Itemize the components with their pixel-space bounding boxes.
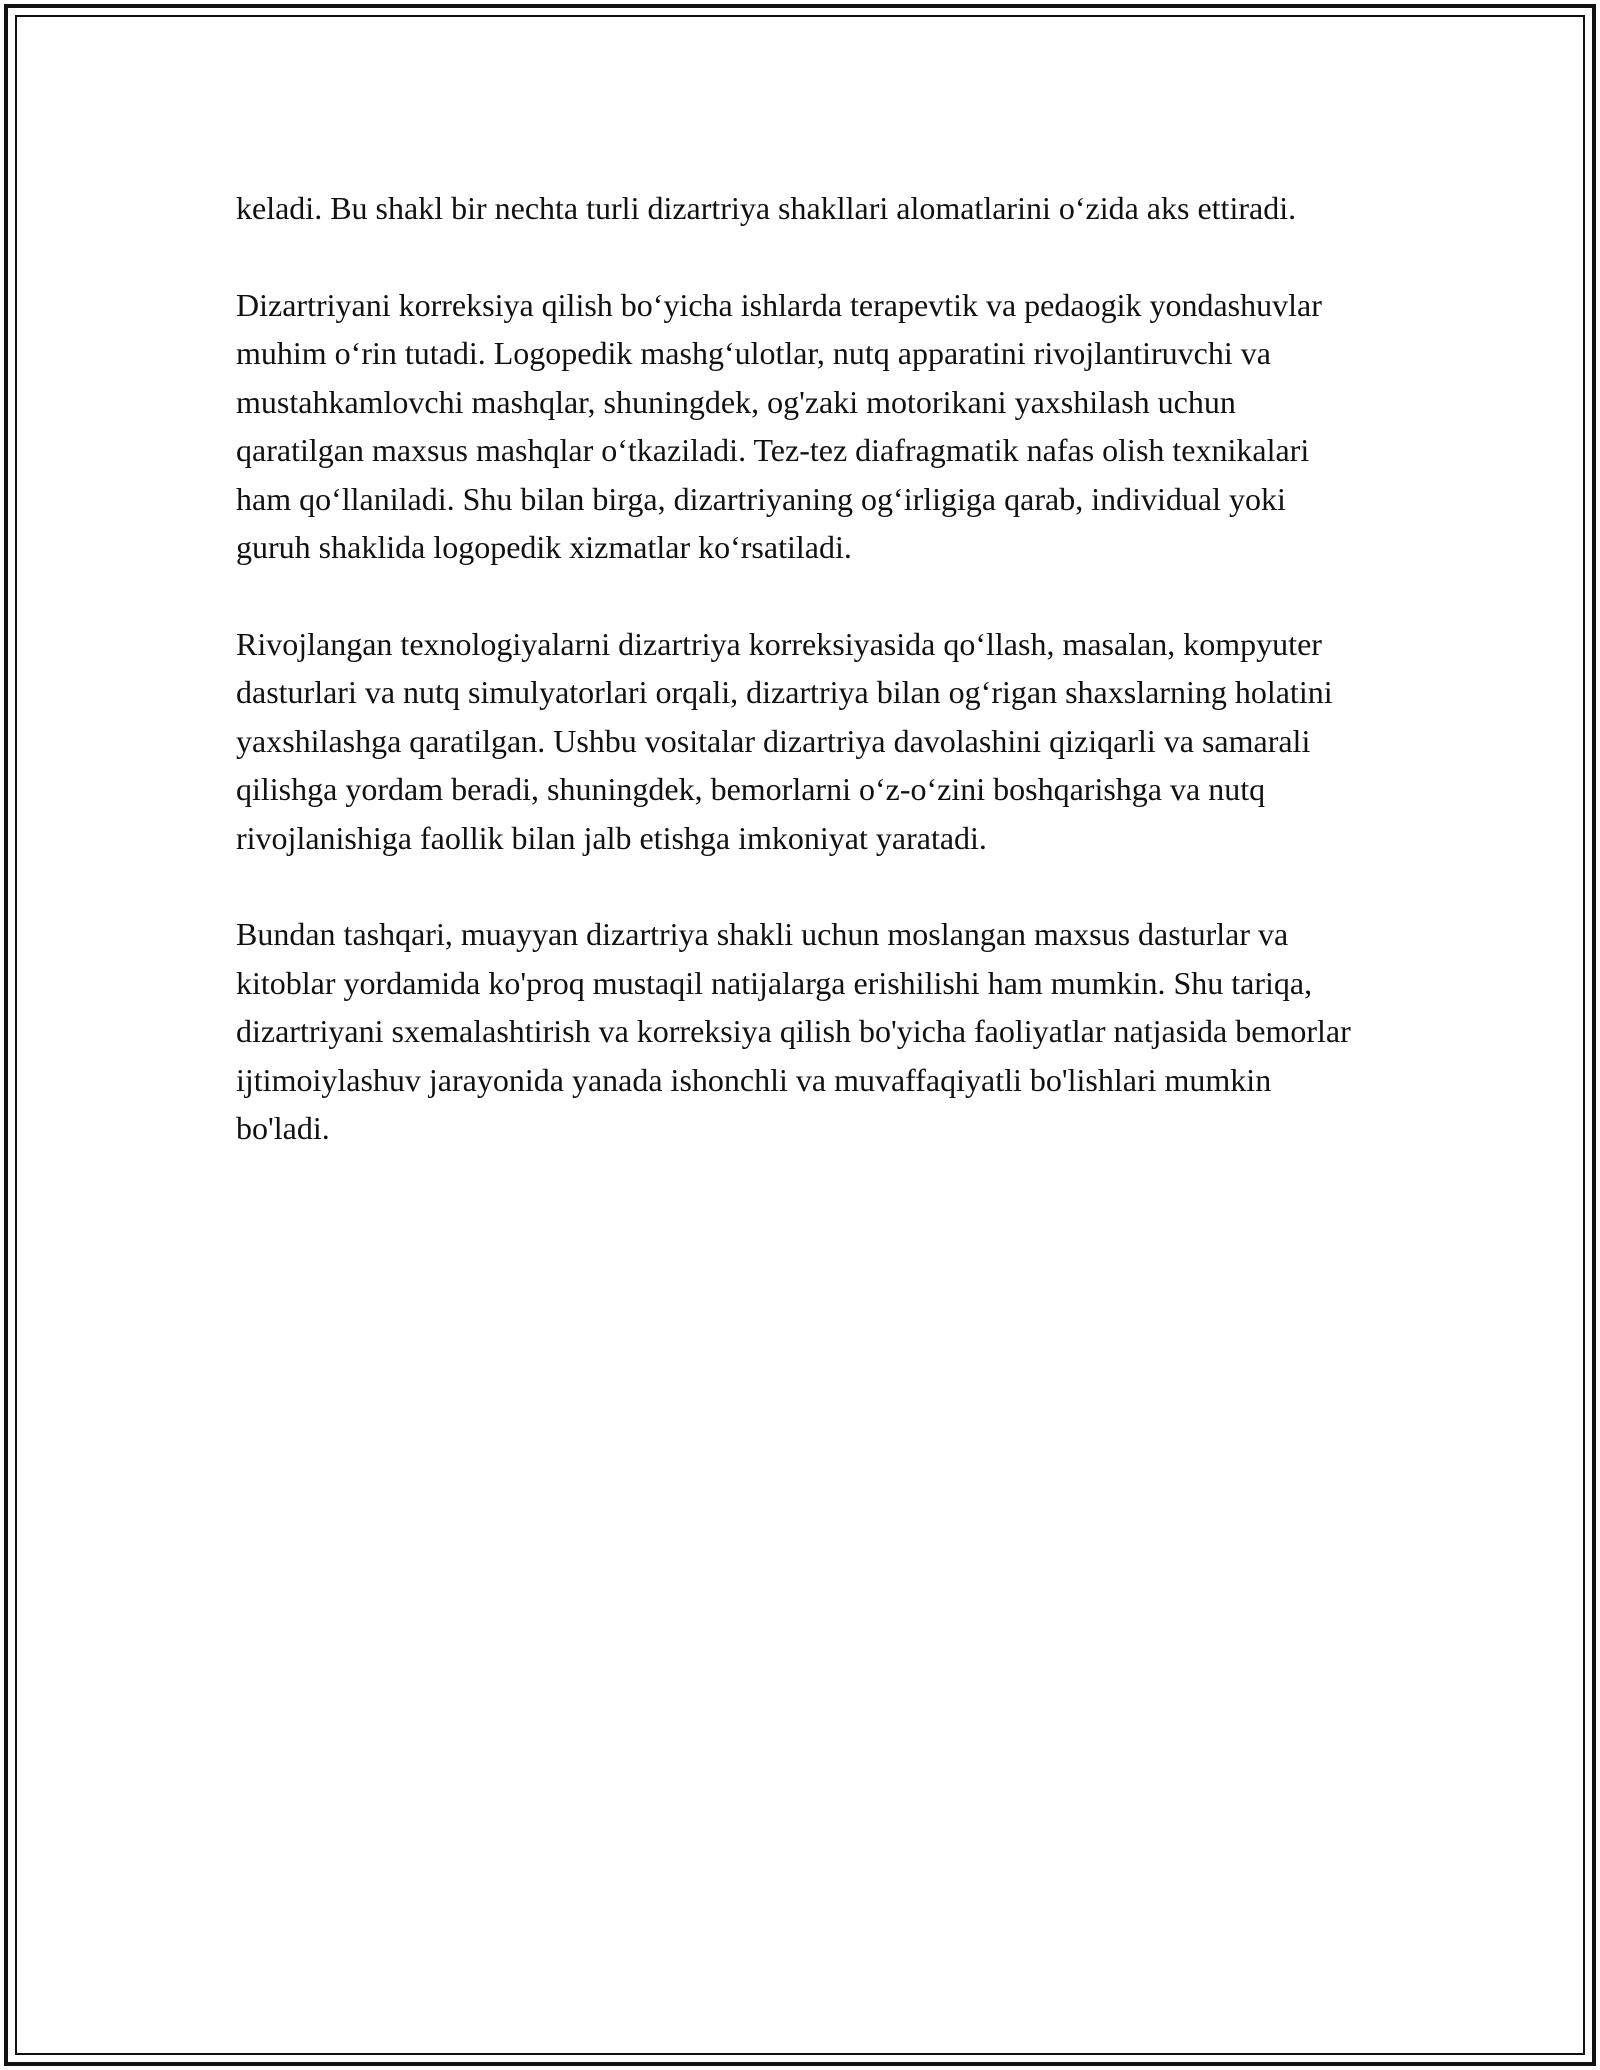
paragraph-continuation: keladi. Bu shakl bir nechta turli dizartriya shakllari alomatlarini o‘zida aks ettiradi.: [236, 190, 1297, 226]
paragraph-correction-methods: Dizartriyani korreksiya qilish bo‘yicha ishlarda terapevtik va pedaogik yondashuvlar muhim o‘rin tutadi. Logopedik mashg‘ulotlar, nutq apparatini rivojlantiruvchi va mustahkamlovchi mashqlar, shuningdek, og'zaki motorikani yaxshilash uchun qaratilgan maxsus mashqlar o‘tkaziladi. Tez-tez diafragmatik nafas olish texnikalari ham qo‘llaniladi. Shu bilan birga, dizartriyaning og‘irligiga qarab, individual yoki guruh shaklida logopedik xizmatlar ko‘rsatiladi.: [236, 286, 1322, 565]
paragraph-conclusion: Bundan tashqari, muayyan dizartriya shakli uchun moslangan maxsus dasturlar va kitoblar yordamida ko'proq mustaqil natijalarga erishilishi ham mumkin. Shu tariqa, dizartriyani sxemalashtirish va korreksiya qilish bo'yicha faoliyatlar natjasida bemorlar ijtimoiylashuv jarayonida yanada ishonchli va muvaffaqiyatli bo'lishlari mumkin bo'ladi.: [236, 916, 1351, 1146]
paragraph-technologies: Rivojlangan texnologiyalarni dizartriya korreksiyasida qo‘llash, masalan, kompyuter dasturlari va nutq simulyatorlari orqali, dizartriya bilan og‘rigan shaxslarning holatini yaxshilashga qaratilgan. Ushbu vositalar dizartriya davolashini qiziqarli va samarali qilishga yordam beradi, shuningdek, bemorlarni o‘z-o‘zini boshqarishga va nutq rivojlanishiga faollik bilan jalb etishga imkoniyat yaratadi.: [236, 625, 1333, 856]
document-body: [236, 184, 1366, 1201]
